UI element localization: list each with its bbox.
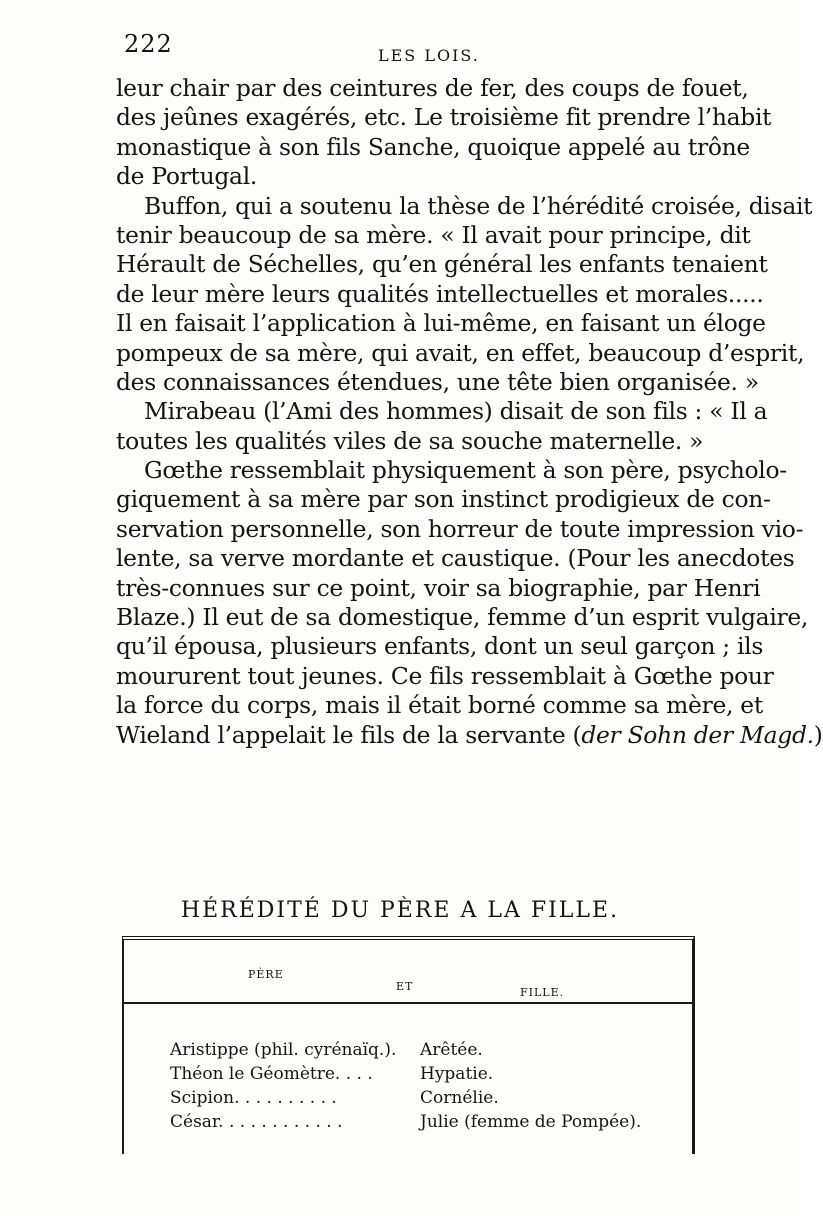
text-line: giquement à sa mère par son instinct prodigieux de con-: [116, 485, 771, 514]
text-line: servation personnelle, son horreur de toute impression vio-: [116, 514, 804, 543]
text-line: lente, sa verve mordante et caustique. (Pour les anecdotes: [116, 544, 795, 573]
table-row: [170, 1062, 670, 1086]
text-line: des connaissances étendues, une tête bien organisée. »: [116, 367, 759, 396]
father-cell: César. . . . . . . . . . . .: [170, 1112, 343, 1132]
daughter-cell: Julie (femme de Pompée).: [420, 1112, 642, 1132]
section-title: HÉRÉDITÉ DU PÈRE A LA FILLE.: [180, 898, 620, 923]
text-line: des jeûnes exagérés, etc. Le troisième fit prendre l’habit: [116, 103, 772, 132]
table-header-and: ET: [396, 980, 414, 993]
text-line: toutes les qualités viles de sa souche maternelle. »: [116, 426, 704, 455]
table-row: [170, 1110, 670, 1134]
daughter-cell: Hypatie.: [420, 1064, 494, 1084]
text-line: leur chair par des ceintures de fer, des coups de fouet,: [116, 74, 749, 102]
text-line: monastique à son fils Sanche, quoique appelé au trône: [116, 132, 750, 161]
text-line: Blaze.) Il eut de sa domestique, femme d’un esprit vulgaire,: [116, 603, 809, 632]
father-cell: Scipion. . . . . . . . . .: [170, 1088, 337, 1108]
text-line: Buffon, qui a soutenu la thèse de l’hérédité croisée, disait: [144, 191, 813, 220]
text-line: [116, 720, 823, 750]
father-cell: Aristippe (phil. cyrénaïq.).: [170, 1040, 397, 1060]
daughter-cell: Cornélie.: [420, 1088, 499, 1108]
page-number: 222: [124, 30, 173, 58]
table-header-father: PÈRE: [248, 968, 284, 981]
text-line: Il en faisait l’application à lui-même, en faisant un éloge: [116, 309, 766, 338]
running-head: LES LOIS.: [378, 46, 480, 65]
text-line: de leur mère leurs qualités intellectuelles et morales.....: [116, 279, 764, 308]
table-body: [170, 1038, 670, 1134]
daughter-cell: Arêtée.: [420, 1040, 483, 1060]
heredity-table: [122, 936, 695, 1154]
text-line: de Portugal.: [116, 162, 258, 191]
table-row: [170, 1086, 670, 1110]
text-line: Mirabeau (l’Ami des hommes) disait de son fils : « Il a: [144, 397, 768, 426]
text-line: très-connues sur ce point, voir sa biographie, par Henri: [116, 573, 761, 602]
table-header-rule: [124, 1002, 692, 1004]
text-line: qu’il épousa, plusieurs enfants, dont un seul garçon ; ils: [116, 632, 764, 661]
body-text: [116, 74, 823, 750]
table-header-daughter: FILLE.: [520, 986, 565, 999]
text-line: pompeux de sa mère, qui avait, en effet, beaucoup d’esprit,: [116, 338, 805, 367]
text-line: tenir beaucoup de sa mère. « Il avait pour principe, dit: [116, 220, 751, 249]
text-line: la force du corps, mais il était borné comme sa mère, et: [116, 691, 763, 720]
closing-paren: ): [813, 720, 823, 749]
italic-quote: der Sohn der Magd.: [581, 720, 814, 749]
text-line: Gœthe ressemblait physiquement à son père, psycholo-: [144, 456, 787, 485]
text-line: moururent tout jeunes. Ce fils ressemblait à Gœthe pour: [116, 661, 774, 690]
table-row: [170, 1038, 670, 1062]
text-line: Hérault de Séchelles, qu’en général les enfants tenaient: [116, 250, 768, 279]
father-cell: Théon le Géomètre. . . .: [170, 1064, 373, 1084]
text-segment: Wieland l’appelait le fils de la servante (: [116, 720, 582, 749]
